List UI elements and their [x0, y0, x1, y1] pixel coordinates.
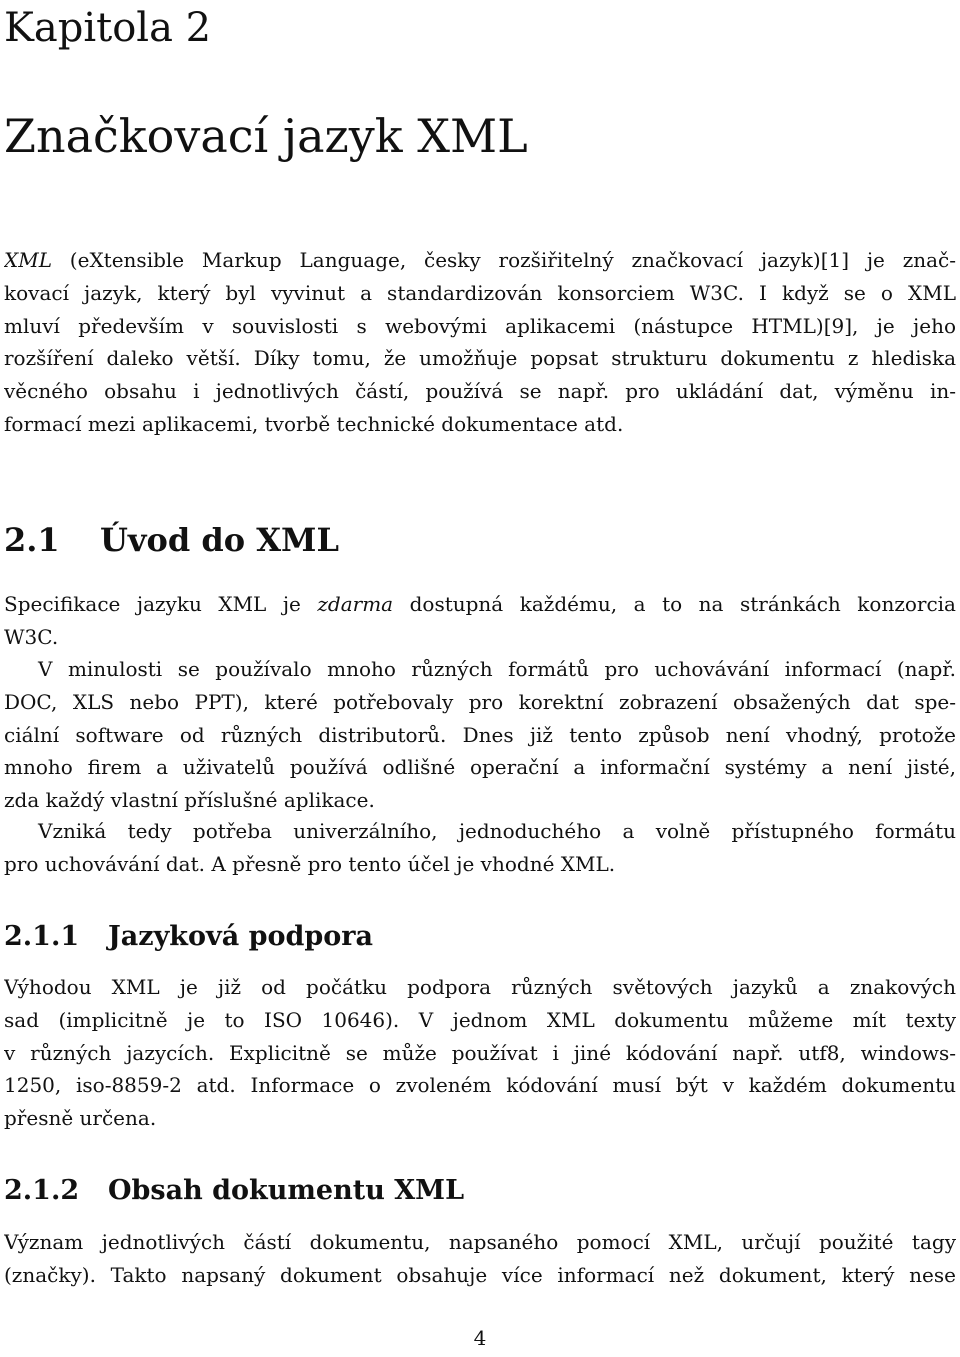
xml-term: XML: [4, 248, 52, 272]
paragraph-line: zda každý vlastní příslušné aplikace.: [4, 788, 375, 813]
paragraph-line: DOC, XLS nebo PPT), které potřebovaly pro korektní zobrazení obsažených dat spe-: [4, 689, 956, 714]
paragraph-line: [4, 244, 956, 277]
paragraph-line: sad (implicitně je to ISO 10646). V jednom XML dokumentu můžeme mít texty: [4, 1007, 956, 1032]
paragraph-line: v různých jazycích. Explicitně se může používat i jiné kódování např. utf8, windows-: [4, 1040, 956, 1065]
paragraph-line: přesně určena.: [4, 1106, 157, 1131]
section-2-1-2-paragraph: [4, 1226, 956, 1292]
intro-paragraph: [4, 244, 956, 441]
section-heading-2-1: [4, 520, 339, 560]
paragraph-line: kovací jazyk, který byl vyvinut a standardizován konsorciem W3C. I když se o XML: [4, 280, 956, 305]
section-title: Úvod do XML: [100, 521, 339, 559]
section-2-1-paragraph-3: [4, 815, 956, 881]
paragraph-line: 1250, iso-8859-2 atd. Informace o zvoleném kódování musí být v každém dokumentu: [4, 1073, 956, 1098]
paragraph-line: mnoho firem a uživatelů používá odlišné operační a informační systémy a není jisté,: [4, 755, 956, 780]
chapter-title: Značkovací jazyk XML: [4, 109, 528, 163]
paragraph-line: ciální software od různých distributorů. Dnes již tento způsob není vhodný, protože: [4, 722, 956, 747]
section-number: 2.1.2: [4, 1175, 80, 1206]
paragraph-line: věcného obsahu i jednotlivých částí, používá se např. pro ukládání dat, výměnu in-: [4, 379, 956, 404]
line-text: (eXtensible Markup Language, česky rozšiřitelný značkovací jazyk)[1] je znač-: [52, 248, 956, 272]
page-number: 4: [473, 1326, 487, 1350]
paragraph-line: rozšíření daleko větší. Díky tomu, že umožňuje popsat strukturu dokumentu z hlediska: [4, 346, 956, 371]
line-text: Specifikace jazyku XML je: [4, 592, 318, 616]
section-number: 2.1: [4, 521, 60, 559]
section-2-1-paragraph-2: [4, 653, 956, 817]
section-number: 2.1.1: [4, 921, 80, 952]
paragraph-line: (značky). Takto napsaný dokument obsahuje více informací než dokument, který nese: [4, 1262, 956, 1287]
paragraph-line: Výhodou XML je již od počátku podpora různých světových jazyků a znakových: [4, 975, 956, 999]
section-2-1-paragraph-1: [4, 588, 956, 654]
line-text: dostupná každému, a to na stránkách konzorcia: [393, 592, 956, 616]
paragraph-line: W3C.: [4, 624, 59, 649]
section-heading-2-1-1: [4, 920, 373, 954]
paragraph-line: Vzniká tedy potřeba univerzálního, jednoduchého a volně přístupného formátu: [38, 819, 956, 843]
section-title: Jazyková podpora: [108, 921, 373, 952]
chapter-label: Kapitola 2: [4, 5, 212, 51]
section-heading-2-1-2: [4, 1174, 464, 1208]
emphasis: zdarma: [317, 592, 394, 616]
paragraph-line: pro uchovávání dat. A přesně pro tento účel je vhodné XML.: [4, 851, 616, 876]
paragraph-line: mluví především v souvislosti s webovými aplikacemi (nástupce HTML)[9], je jeho: [4, 313, 956, 338]
paragraph-line: Význam jednotlivých částí dokumentu, napsaného pomocí XML, určují použité tagy: [4, 1230, 956, 1254]
paragraph-line: [4, 588, 956, 621]
section-title: Obsah dokumentu XML: [108, 1175, 465, 1206]
section-2-1-1-paragraph: [4, 971, 956, 1135]
paragraph-line: formací mezi aplikacemi, tvorbě technické dokumentace atd.: [4, 411, 624, 436]
paragraph-line: V minulosti se používalo mnoho různých formátů pro uchovávání informací (např.: [38, 657, 956, 681]
